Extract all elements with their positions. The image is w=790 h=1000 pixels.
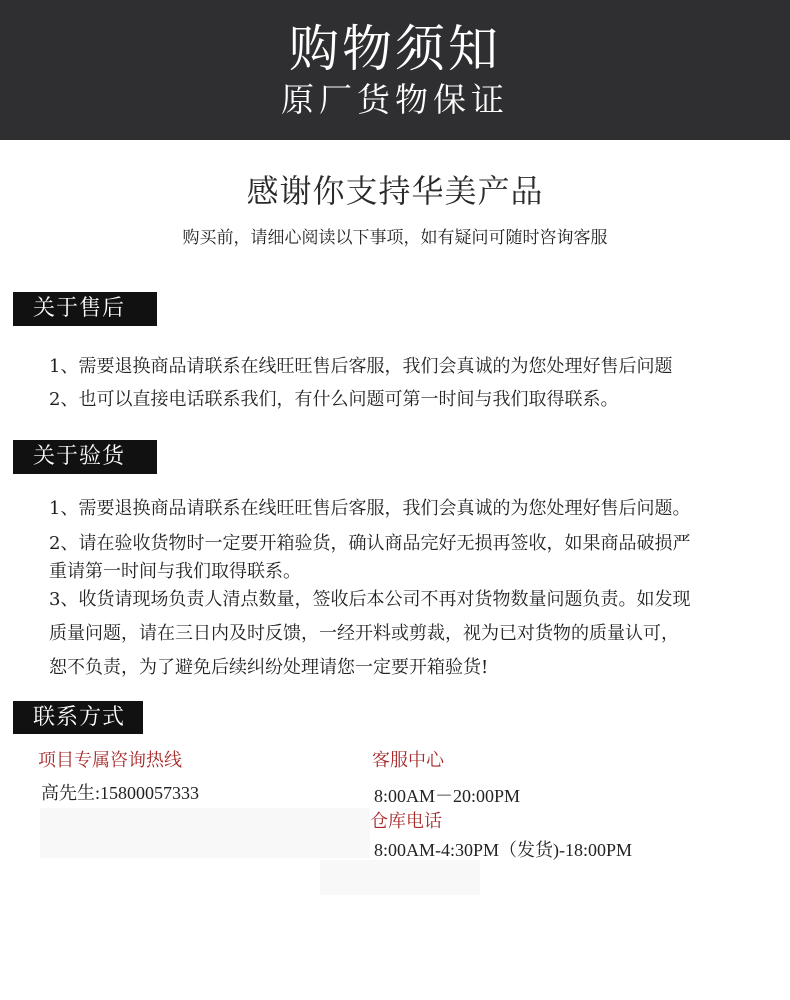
faint-background-mark <box>40 808 370 858</box>
after-sales-item-2: 2、也可以直接电话联系我们，有什么问题可第一时间与我们取得联系。 <box>49 389 619 410</box>
service-center-label: 客服中心 <box>372 750 444 771</box>
hotline-label: 项目专属咨询热线 <box>38 750 182 771</box>
reading-note: 购买前，请细心阅读以下事项，如有疑问可随时咨询客服 <box>182 228 608 248</box>
warehouse-hours: 8:00AM-4:30PM（发货)-18:00PM <box>374 840 633 860</box>
inspection-line-4: 3、收货请现场负责人清点数量，签收后本公司不再对货物数量问题负责。如发现 <box>49 589 691 610</box>
thanks-heading: 感谢你支持华美产品 <box>246 172 544 210</box>
page-subtitle: 原厂货物保证 <box>281 80 509 119</box>
faint-background-mark <box>320 860 480 895</box>
inspection-line-1: 1、需要退换商品请联系在线旺旺售后客服，我们会真诚的为您处理好售后问题。 <box>49 498 691 519</box>
inspection-line-2: 2、请在验收货物时一定要开箱验货，确认商品完好无损再签收，如果商品破损严 <box>49 533 691 554</box>
inspection-section-label: 关于验货 <box>13 440 157 474</box>
notice-header <box>0 0 790 140</box>
after-sales-item-1: 1、需要退换商品请联系在线旺旺售后客服，我们会真诚的为您处理好售后问题 <box>49 356 673 377</box>
page-title: 购物须知 <box>289 20 501 78</box>
warehouse-phone-label: 仓库电话 <box>370 811 442 832</box>
inspection-line-5: 质量问题，请在三日内及时反馈，一经开料或剪裁，视为已对货物的质量认可， <box>49 623 679 644</box>
service-hours: 8:00AM－20:00PM <box>374 786 521 806</box>
hotline-value: 高先生:15800057333 <box>41 783 200 803</box>
inspection-line-6: 恕不负责，为了避免后续纠纷处理请您一定要开箱验货! <box>49 657 489 678</box>
after-sales-section-label: 关于售后 <box>13 292 157 326</box>
contact-section-label: 联系方式 <box>13 701 143 734</box>
inspection-line-3: 重请第一时间与我们取得联系。 <box>49 561 301 582</box>
